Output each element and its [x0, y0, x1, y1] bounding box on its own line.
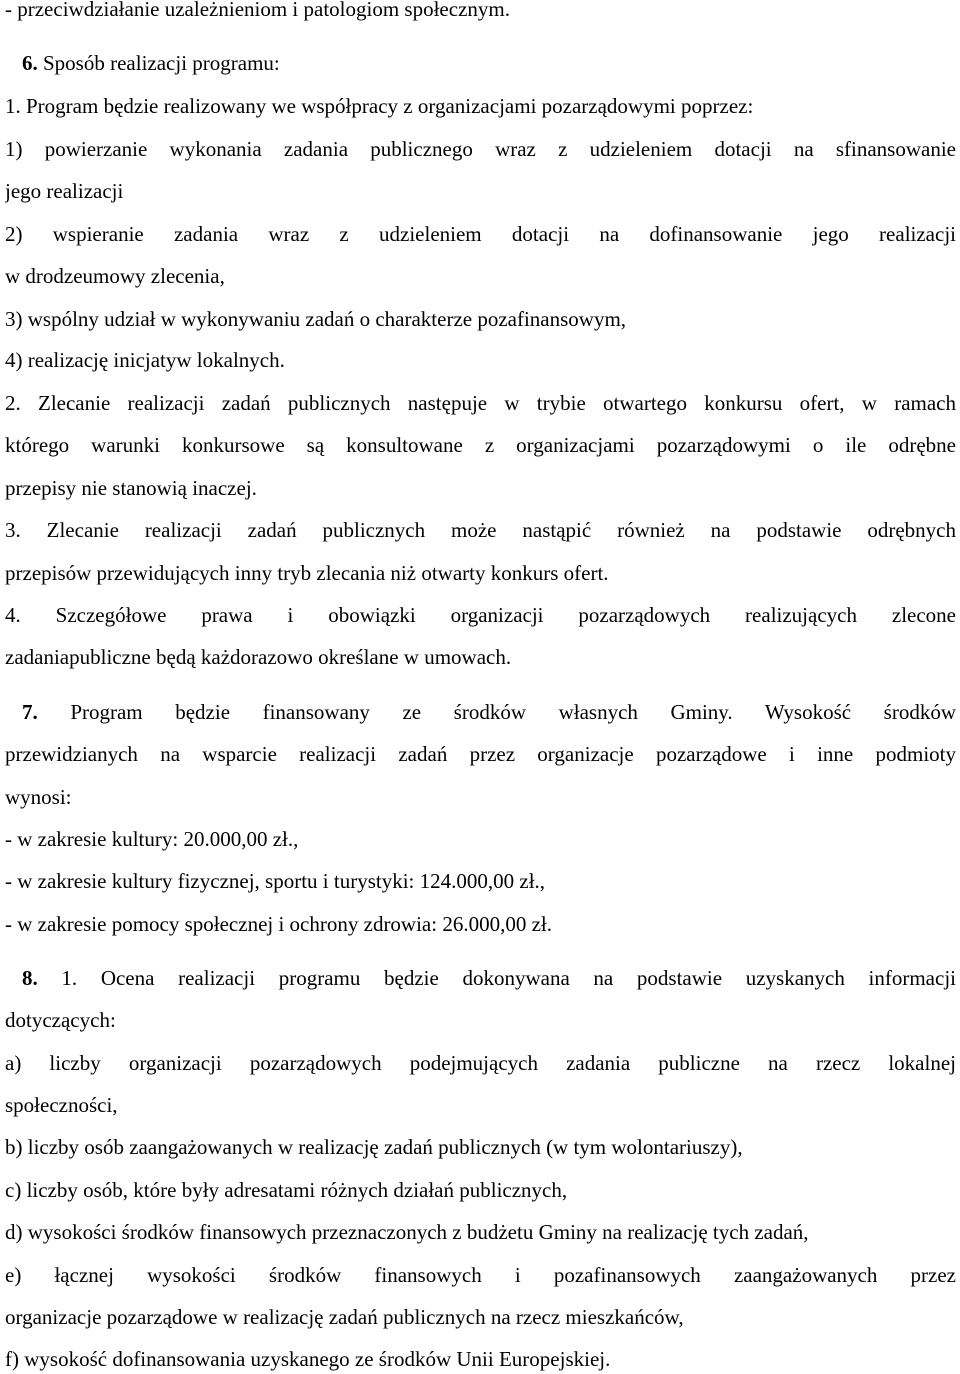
text-line: b) liczby osób zaangażowanych w realizację zadań publicznych (w tym wolontariuszy), — [5, 1135, 743, 1159]
text-line: przepisów przewidujących inny tryb zlecania niż otwarty konkurs ofert. — [5, 561, 609, 585]
text-line: którego warunki konkursowe są konsultowane z organizacjami pozarządowymi o ile odrębne — [5, 433, 956, 457]
text-line: - w zakresie kultury fizycznej, sportu i turystyki: 124.000,00 zł., — [5, 869, 546, 893]
text-line: f) wysokość dofinansowania uzyskanego ze środków Unii Europejskiej. — [5, 1347, 611, 1371]
section-number: 8. — [22, 966, 38, 990]
text-line: społeczności, — [5, 1093, 118, 1117]
section-number: 7. — [22, 700, 38, 724]
text-line: wynosi: — [5, 785, 72, 809]
text-line: dotyczących: — [5, 1008, 116, 1032]
section-number: 6. — [22, 51, 38, 75]
section-text: 1. Ocena realizacji programu będzie dokonywana na podstawie uzyskanych informacji — [37, 966, 956, 990]
text-line: 4) realizację inicjatyw lokalnych. — [5, 348, 285, 372]
text-line: - przeciwdziałanie uzależnieniom i patologiom społecznym. — [5, 0, 510, 21]
text-line: przepisy nie stanowią inaczej. — [5, 476, 257, 500]
text-line: c) liczby osób, które były adresatami różnych działań publicznych, — [5, 1178, 568, 1202]
text-line: organizacje pozarządowe w realizację zadań publicznych na rzecz mieszkańców, — [5, 1305, 684, 1329]
section-heading-8 — [22, 963, 956, 993]
text-line: d) wysokości środków finansowych przeznaczonych z budżetu Gminy na realizację tych zadań, — [5, 1220, 809, 1244]
text-line: - w zakresie kultury: 20.000,00 zł., — [5, 827, 299, 851]
text-line: 2. Zlecanie realizacji zadań publicznych następuje w trybie otwartego konkursu ofert, w ramach — [5, 391, 956, 415]
text-line: zadaniapubliczne będą każdorazowo określane w umowach. — [5, 645, 512, 669]
text-line: a) liczby organizacji pozarządowych podejmujących zadania publiczne na rzecz lokalnej — [5, 1051, 956, 1075]
text-line: 3) wspólny udział w wykonywaniu zadań o charakterze pozafinansowym, — [5, 307, 627, 331]
section-text: Program będzie finansowany ze środków własnych Gminy. Wysokość środków — [37, 700, 956, 724]
text-line: e) łącznej wysokości środków finansowych i pozafinansowych zaangażowanych przez — [5, 1263, 956, 1287]
section-heading-7 — [22, 697, 956, 727]
text-line: - w zakresie pomocy społecznej i ochrony zdrowia: 26.000,00 zł. — [5, 912, 552, 936]
section-heading-6 — [22, 48, 956, 78]
text-line: 1) powierzanie wykonania zadania publicznego wraz z udzieleniem dotacji na sfinansowanie — [5, 137, 956, 161]
text-line: 1. Program będzie realizowany we współpracy z organizacjami pozarządowymi poprzez: — [5, 94, 754, 118]
text-line: jego realizacji — [5, 179, 124, 203]
text-line: 2) wspieranie zadania wraz z udzieleniem dotacji na dofinansowanie jego realizacji — [5, 222, 956, 246]
text-line: w drodzeumowy zlecenia, — [5, 264, 225, 288]
text-line: 3. Zlecanie realizacji zadań publicznych może nastąpić również na podstawie odrębnych — [5, 518, 956, 542]
section-title: Sposób realizacji programu: — [37, 51, 280, 75]
text-line: przewidzianych na wsparcie realizacji zadań przez organizacje pozarządowe i inne podmioty — [5, 742, 956, 766]
text-line: 4. Szczegółowe prawa i obowiązki organizacji pozarządowych realizujących zlecone — [5, 603, 956, 627]
